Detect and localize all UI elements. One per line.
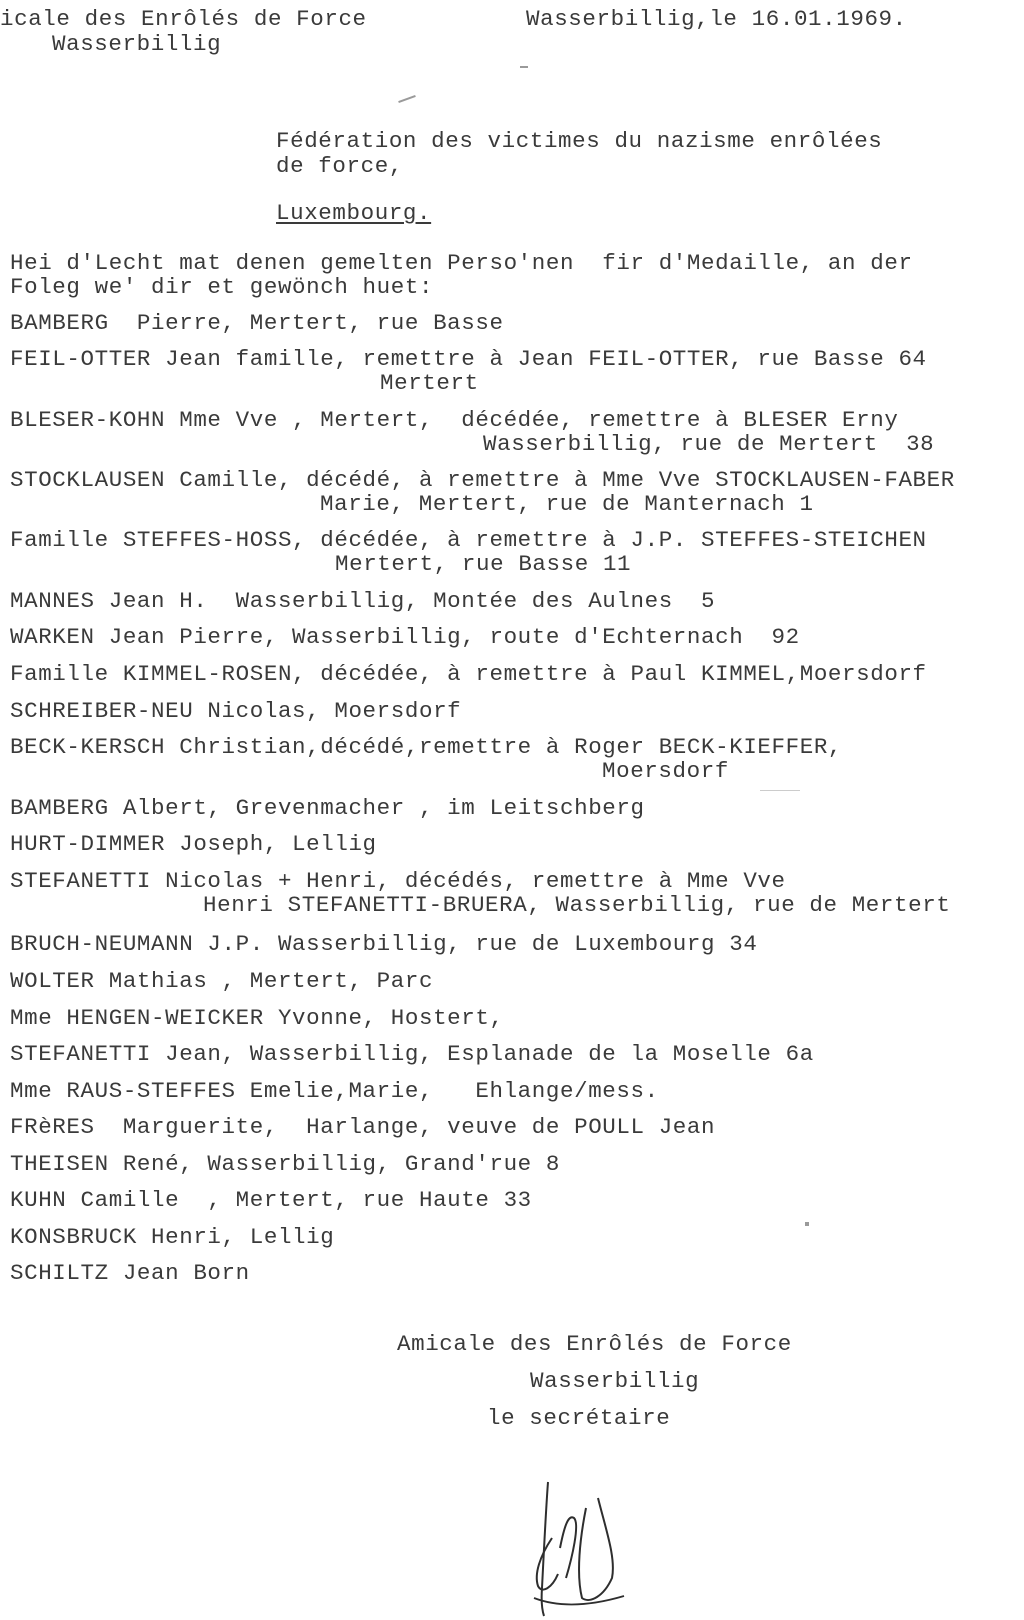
entry-line: BAMBERG Pierre, Mertert, rue Basse <box>10 310 504 336</box>
intro-line-2: Foleg we' dir et gewönch huet: <box>10 274 434 300</box>
closing-town: Wasserbillig <box>530 1368 700 1394</box>
recipient-line-2: de force, <box>276 153 403 179</box>
intro-line-1: Hei d'Lecht mat denen gemelten Perso'nen fir d'Medaille, an der <box>10 250 913 276</box>
entry-line: Mme RAUS-STEFFES Emelie,Marie, Ehlange/mess. <box>10 1078 659 1104</box>
recipient-line-1: Fédération des victimes du nazisme enrôlées <box>276 128 883 154</box>
entry-line: Famille STEFFES-HOSS, décédée, à remettre à J.P. STEFFES-STEICHEN <box>10 527 927 553</box>
entry-line: WOLTER Mathias , Mertert, Parc <box>10 968 434 994</box>
entry-line: Famille KIMMEL-ROSEN, décédée, à remettre à Paul KIMMEL,Moersdorf <box>10 661 927 687</box>
entry-line: HURT-DIMMER Joseph, Lellig <box>10 831 377 857</box>
sender-org-name: icale des Enrôlés de Force <box>0 6 367 32</box>
entry-line: BAMBERG Albert, Grevenmacher , im Leitschberg <box>10 795 645 821</box>
entry-line: BECK-KERSCH Christian,décédé,remettre à Roger BECK-KIEFFER, <box>10 734 843 760</box>
paper-speck <box>398 95 416 103</box>
entry-line: FEIL-OTTER Jean famille, remettre à Jean FEIL-OTTER, rue Basse 64 <box>10 346 927 372</box>
paper-speck <box>805 1222 809 1226</box>
entry-line: SCHREIBER-NEU Nicolas, Moersdorf <box>10 698 462 724</box>
entry-line: STEFANETTI Nicolas + Henri, décédés, remettre à Mme Vve <box>10 868 786 894</box>
entry-continuation: Mertert <box>380 370 479 396</box>
entry-continuation: Moersdorf <box>602 758 729 784</box>
entry-line: KONSBRUCK Henri, Lellig <box>10 1224 335 1250</box>
entry-line: MANNES Jean H. Wasserbillig, Montée des Aulnes 5 <box>10 588 716 614</box>
entry-line: BRUCH-NEUMANN J.P. Wasserbillig, rue de Luxembourg 34 <box>10 931 758 957</box>
entry-continuation: Mertert, rue Basse 11 <box>335 551 632 577</box>
entry-line: KUHN Camille , Mertert, rue Haute 33 <box>10 1187 532 1213</box>
entry-continuation: Wasserbillig, rue de Mertert 38 <box>483 431 935 457</box>
entry-line: STEFANETTI Jean, Wasserbillig, Esplanade de la Moselle 6a <box>10 1041 814 1067</box>
entry-line: Mme HENGEN-WEICKER Yvonne, Hostert, <box>10 1005 504 1031</box>
entry-line: WARKEN Jean Pierre, Wasserbillig, route d'Echternach 92 <box>10 624 800 650</box>
entry-continuation: Henri STEFANETTI-BRUERA, Wasserbillig, rue de Mertert <box>203 892 951 918</box>
paper-speck <box>520 66 528 68</box>
entry-line: SCHILTZ Jean Born <box>10 1260 250 1286</box>
closing-org: Amicale des Enrôlés de Force <box>397 1331 792 1357</box>
entry-line: STOCKLAUSEN Camille, décédé, à remettre à Mme Vve STOCKLAUSEN-FABER <box>10 467 955 493</box>
place-and-date: Wasserbillig,le 16.01.1969. <box>526 6 907 32</box>
handwritten-signature-icon <box>530 1478 640 1618</box>
closing-role: le secrétaire <box>487 1405 671 1431</box>
entry-line: FRèRES Marguerite, Harlange, veuve de POULL Jean <box>10 1114 716 1140</box>
paper-speck <box>760 790 800 791</box>
recipient-city: Luxembourg. <box>276 200 432 226</box>
sender-town: Wasserbillig <box>52 31 222 57</box>
entry-continuation: Marie, Mertert, rue de Manternach 1 <box>320 491 814 517</box>
entry-line: BLESER-KOHN Mme Vve , Mertert, décédée, remettre à BLESER Erny <box>10 407 899 433</box>
entry-line: THEISEN René, Wasserbillig, Grand'rue 8 <box>10 1151 560 1177</box>
